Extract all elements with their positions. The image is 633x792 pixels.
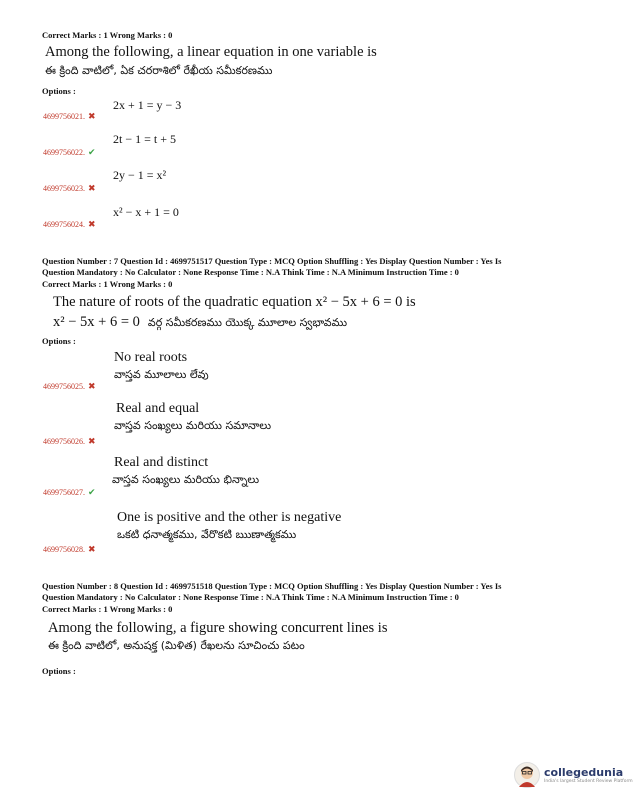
wrong-mark-icon: ✖ [88,111,96,121]
q7-option-3-en: Real and distinct [114,455,209,470]
brand-tagline: India's largest Student Review Platform [544,779,633,784]
q7-option-3[interactable] [43,482,96,500]
brand-avatar-icon [514,762,540,788]
q6-options-label: Options : [42,86,76,96]
q7-text-te-line [53,313,347,332]
q7-option-4-en: One is positive and the other is negative [117,510,342,525]
q7-option-2-en: Real and equal [116,401,200,416]
option-id: 4699756022. [43,148,85,157]
q7-option-1-en: No real roots [114,350,188,365]
q7-text-te-math: x² − 5x + 6 = 0 [53,314,140,330]
q7-option-2-te: వాస్తవ సంఖ్యలు మరియు సమానాలు [114,419,272,432]
q8-options-label: Options : [42,666,76,676]
brand-name: collegedunia [544,766,624,779]
q8-header-line2: Question Mandatory : No Calculator : None Response Time : N.A Think Time : N.A Minimum Instruction Time : 0 [42,592,459,602]
q7-options-label: Options : [42,336,76,346]
q8-text-te: ఈ క్రింది వాటిలో, అనుషక్త (మిళిత) రేఖలను సూచించు పటం [48,639,305,652]
wrong-mark-icon: ✖ [88,544,96,554]
option-id: 4699756028. [43,545,85,554]
q6-text-te: ఈ క్రింది వాటిలో, ఏక చరరాశిలో రేఖీయ సమీకరణము [45,64,273,77]
option-id: 4699756024. [43,220,85,229]
option-id: 4699756025. [43,382,85,391]
q6-option-2-content: 2t − 1 = t + 5 [113,132,176,146]
wrong-mark-icon: ✖ [88,183,96,193]
q7-option-4-te: ఒకటి ధనాత్మకము, వేరొకటి ఋణాత్మకము [117,528,297,541]
q6-option-4[interactable] [43,214,96,232]
wrong-mark-icon: ✖ [88,436,96,446]
option-id: 4699756027. [43,488,85,497]
q8-header-line1: Question Number : 8 Question Id : 4699751518 Question Type : MCQ Option Shuffling : Yes Display Question Number : Yes Is [42,581,502,591]
q6-text-en: Among the following, a linear equation in one variable is [45,44,377,60]
q6-option-1-content: 2x + 1 = y − 3 [113,98,182,112]
q7-header-line2: Question Mandatory : No Calculator : None Response Time : N.A Think Time : N.A Minimum Instruction Time : 0 [42,267,459,277]
q6-option-3-content: 2y − 1 = x² [113,168,167,182]
q7-text-te: వర్గ సమీకరణము యొక్క మూలాల స్వభావము [147,316,348,329]
q7-header-line1: Question Number : 7 Question Id : 4699751517 Question Type : MCQ Option Shuffling : Yes Display Question Number : Yes Is [42,256,502,266]
q7-option-3-te: వాస్తవ సంఖ్యలు మరియు భిన్నాలు [112,473,259,486]
q7-text-en: The nature of roots of the quadratic equation x² − 5x + 6 = 0 is [53,294,416,310]
q8-text-en: Among the following, a figure showing concurrent lines is [48,620,388,636]
q6-marks: Correct Marks : 1 Wrong Marks : 0 [42,30,173,40]
wrong-mark-icon: ✖ [88,219,96,229]
option-id: 4699756021. [43,112,85,121]
q8-marks: Correct Marks : 1 Wrong Marks : 0 [42,604,173,614]
q7-option-2[interactable] [43,431,96,449]
q7-marks: Correct Marks : 1 Wrong Marks : 0 [42,279,173,289]
q6-option-3[interactable] [43,178,96,196]
q7-option-4[interactable] [43,539,96,557]
option-id: 4699756023. [43,184,85,193]
option-id: 4699756026. [43,437,85,446]
correct-check-icon: ✔ [88,147,96,157]
q7-option-1[interactable] [43,376,96,394]
brand-logo [514,762,633,788]
q6-option-2[interactable] [43,142,96,160]
q7-option-1-te: వాస్తవ మూలాలు లేవు [114,368,209,381]
wrong-mark-icon: ✖ [88,381,96,391]
q6-option-1[interactable] [43,106,96,124]
q6-option-4-content: x² − x + 1 = 0 [113,205,179,219]
correct-check-icon: ✔ [88,487,96,497]
